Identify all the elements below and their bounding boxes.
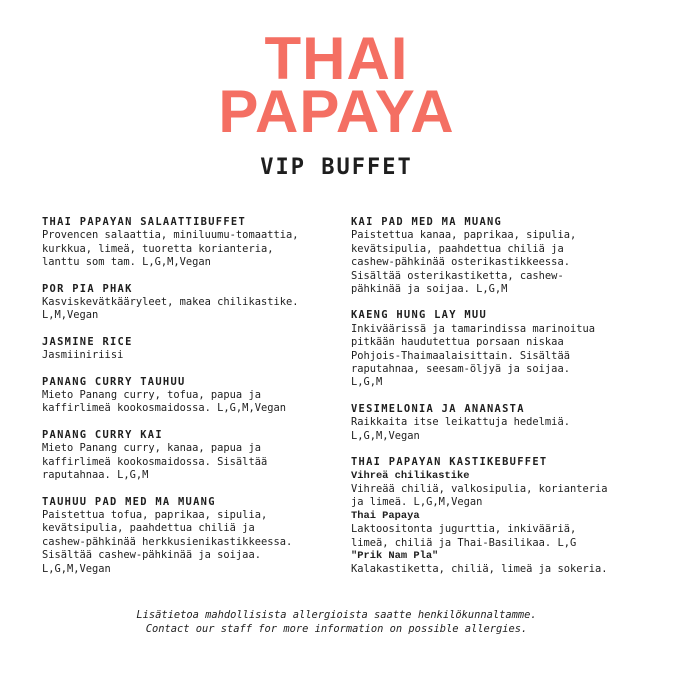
menu-item-description-line: raputahnaa. L,G,M bbox=[42, 469, 149, 482]
menu-item-description-line: Pohjois-Thaimaalaisittain. Sisältää bbox=[351, 349, 570, 362]
menu-column-right bbox=[351, 216, 647, 590]
menu-item-description-line: Inkiväärissä ja tamarindissa marinoitua bbox=[351, 322, 595, 335]
sauce-name: Vihreä chilikastike bbox=[351, 469, 470, 482]
menu-item bbox=[351, 403, 647, 443]
sauce-name: "Prik Nam Pla" bbox=[351, 549, 439, 562]
menu-item-name: KAENG HUNG LAY MUU bbox=[351, 309, 488, 322]
menu-item-description-line: raputahnaa, seesam-öljyä ja soijaa. bbox=[351, 363, 570, 376]
sauce-description-line: Kalakastiketta, chiliä, limeä ja sokeria. bbox=[351, 563, 608, 576]
sauce-name: Thai Papaya bbox=[351, 509, 420, 522]
menu-item-description-line: L,M,Vegan bbox=[42, 309, 99, 322]
menu-item-description-line: cashew-pähkinää herkkusienikastikkeessa. bbox=[42, 535, 293, 548]
menu-item-description-line: Paistettua kanaa, paprikaa, sipulia, bbox=[351, 229, 577, 242]
menu-item-name: TAUHUU PAD MED MA MUANG bbox=[42, 495, 216, 508]
menu-item-description-line: cashew-pähkinää osterikastikkeessa. bbox=[351, 256, 570, 269]
menu-item-description-line: kaffirlimeä kookosmaidossa. Sisältää bbox=[42, 455, 268, 468]
menu-item-description-line: Sisältää cashew-pähkinää ja soijaa. bbox=[42, 549, 261, 562]
menu-subtitle: VIP BUFFET bbox=[260, 155, 413, 180]
menu-item-name: JASMINE RICE bbox=[42, 335, 133, 348]
menu-item-description-line: Jasmiiniriisi bbox=[42, 349, 124, 362]
menu-item bbox=[42, 283, 338, 323]
menu-item-name: POR PIA PHAK bbox=[42, 282, 133, 295]
menu-item-name: THAI PAPAYAN KASTIKEBUFFET bbox=[351, 456, 548, 469]
brand-logo bbox=[0, 25, 673, 145]
menu-item-description-line: L,G,M,Vegan bbox=[351, 429, 420, 442]
menu-item-description-line: Raikkaita itse leikattuja hedelmiä. bbox=[351, 416, 570, 429]
menu-item-description-line: kaffirlimeä kookosmaidossa. L,G,M,Vegan bbox=[42, 402, 286, 415]
menu-item-description-line: Mieto Panang curry, kanaa, papua ja bbox=[42, 442, 261, 455]
menu-item-description-line: kevätsipulia, paahdettua chiliä ja bbox=[42, 522, 255, 535]
menu-item-description-line: pitkään haudutettua porsaan niskaa bbox=[351, 336, 564, 349]
menu-item bbox=[42, 216, 338, 270]
menu-item-description-line: Mieto Panang curry, tofua, papua ja bbox=[42, 389, 261, 402]
menu-item-description-line: Provencen salaattia, miniluumu-tomaattia, bbox=[42, 229, 299, 242]
sauce-description-line: Laktoositonta jugurttia, inkivääriä, bbox=[351, 523, 577, 536]
brand-line-1: THAI bbox=[264, 25, 409, 92]
menu-item-description-line: Kasviskevätkääryleet, makea chilikastike. bbox=[42, 296, 299, 309]
menu-item-description-line: lanttu som tam. L,G,M,Vegan bbox=[42, 256, 211, 269]
sauce-buffet-section bbox=[351, 456, 647, 577]
menu-item-name: THAI PAPAYAN SALAATTIBUFFET bbox=[42, 216, 247, 228]
allergy-note-fi: Lisätietoa mahdollisista allergioista saatte henkilökunnaltamme. bbox=[136, 609, 537, 621]
menu-item-description-line: kurkkua, limeä, tuoretta korianteria, bbox=[42, 242, 274, 255]
sauce-description-line: Vihreää chiliä, valkosipulia, korianteria bbox=[351, 482, 608, 495]
menu-item-description-line: L,G,M bbox=[351, 376, 383, 389]
sauce-description-line: limeä, chiliä ja Thai-Basilikaa. L,G bbox=[351, 536, 577, 549]
menu-item bbox=[351, 216, 647, 296]
menu-item-description-line: L,G,M,Vegan bbox=[42, 562, 111, 575]
menu-item-description-line: Sisältää osterikastiketta, cashew- bbox=[351, 269, 564, 282]
menu-item-name: VESIMELONIA JA ANANASTA bbox=[351, 402, 525, 415]
menu-column-left bbox=[42, 216, 338, 589]
menu-item bbox=[42, 496, 338, 576]
menu-item bbox=[42, 336, 338, 363]
brand-line-2: PAPAYA bbox=[218, 78, 455, 145]
allergy-note-en: Contact our staff for more information on possible allergies. bbox=[145, 623, 528, 635]
menu-item-name: KAI PAD MED MA MUANG bbox=[351, 216, 503, 228]
menu-item bbox=[42, 429, 338, 483]
menu-item-description-line: kevätsipulia, paahdettua chiliä ja bbox=[351, 242, 564, 255]
menu-item-description-line: pähkinää ja soijaa. L,G,M bbox=[351, 283, 508, 296]
sauce-description-line: ja limeä. L,G,M,Vegan bbox=[351, 496, 483, 509]
menu-item bbox=[42, 376, 338, 416]
menu-item bbox=[351, 309, 647, 389]
menu-item-name: PANANG CURRY TAUHUU bbox=[42, 375, 186, 388]
allergy-note bbox=[0, 608, 673, 636]
menu-item-name: PANANG CURRY KAI bbox=[42, 428, 163, 441]
menu-item-description-line: Paistettua tofua, paprikaa, sipulia, bbox=[42, 508, 268, 521]
